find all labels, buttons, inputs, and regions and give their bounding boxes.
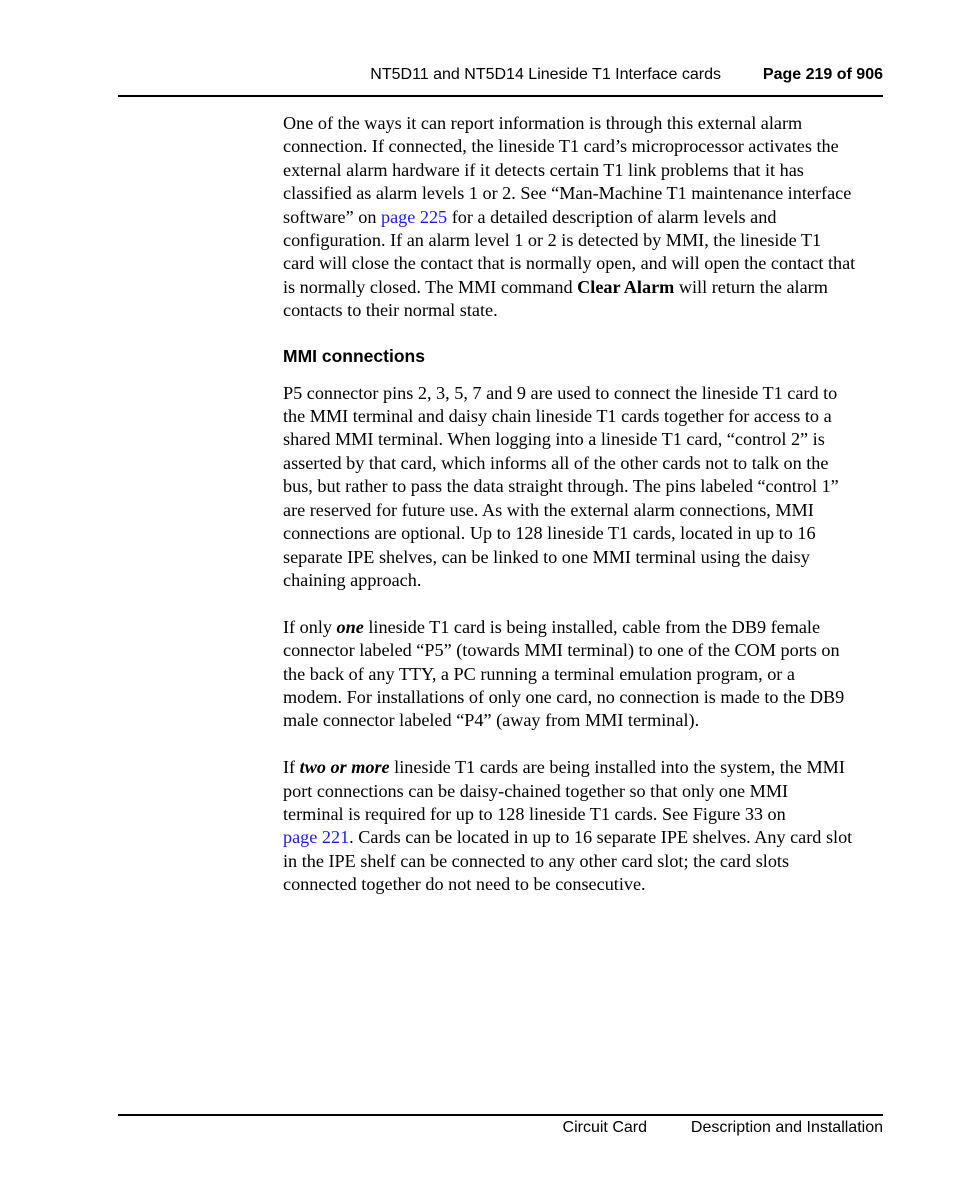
text-span: If: [283, 757, 300, 778]
text-line: asserted by that card, which informs all of the other cards not to talk on the: [283, 452, 829, 473]
text-line: modem. For installations of only one card, no connection is made to the DB9: [283, 686, 845, 707]
mmi-paragraph-pins: [283, 382, 883, 593]
text-line: connected together do not need to be consecutive.: [283, 874, 646, 895]
text-line: [283, 276, 883, 299]
text-line: [283, 826, 883, 849]
text-span: for a detailed description of alarm levels and: [447, 206, 777, 227]
text-line: port connections can be daisy-chained together so that only one MMI: [283, 780, 789, 801]
footer-left-text: Circuit Card: [562, 1119, 647, 1136]
text-line: [283, 756, 883, 779]
text-line: shared MMI terminal. When logging into a lineside T1 card, “control 2” is: [283, 429, 825, 450]
text-line: the MMI terminal and daisy chain lineside T1 cards together for access to a: [283, 406, 832, 427]
text-line: connections are optional. Up to 128 lineside T1 cards, located in up to 16: [283, 523, 816, 544]
emphasis-two-or-more: two or more: [299, 757, 390, 778]
text-line: male connector labeled “P4” (away from MMI terminal).: [283, 710, 700, 731]
emphasis-one: one: [336, 616, 364, 637]
page-footer: [118, 1116, 883, 1142]
paragraph-gap: [283, 592, 883, 615]
alarm-paragraph: [283, 112, 883, 323]
page-header: [118, 64, 883, 90]
paragraph-gap: [283, 733, 883, 756]
text-span: lineside T1 cards are being installed into the system, the MMI: [389, 757, 845, 778]
text-span: software” on: [283, 206, 381, 227]
text-line: in the IPE shelf can be connected to any other card slot; the card slots: [283, 850, 790, 871]
text-span: . Cards can be located in up to 16 separate IPE shelves. Any card slot: [349, 827, 853, 848]
text-line: terminal is required for up to 128 lineside T1 cards. See Figure 33 on: [283, 803, 786, 824]
text-span: is normally closed. The MMI command: [283, 276, 578, 297]
body-text: [283, 112, 883, 897]
text-line: [283, 616, 883, 639]
text-line: are reserved for future use. As with the external alarm connections, MMI: [283, 499, 814, 520]
footer-right-text: Description and Installation: [690, 1119, 883, 1136]
clear-alarm-command: Clear Alarm: [577, 276, 675, 297]
text-line: One of the ways it can report information is through this external alarm: [283, 113, 803, 133]
text-line: the back of any TTY, a PC running a terminal emulation program, or a: [283, 663, 795, 684]
text-span: lineside T1 card is being installed, cable from the DB9 female: [363, 616, 821, 637]
text-line: external alarm hardware if it detects certain T1 link problems that it has: [283, 159, 804, 180]
text-span: If only: [283, 616, 337, 637]
mmi-paragraph-single-card: [283, 616, 883, 733]
text-line: [283, 206, 883, 229]
text-line: chaining approach.: [283, 569, 422, 590]
text-line: bus, but rather to pass the data straight through. The pins labeled “control 1”: [283, 476, 839, 497]
text-span: will return the alarm: [674, 276, 828, 297]
text-line: connection. If connected, the lineside T1 card’s microprocessor activates the: [283, 136, 839, 157]
text-line: contacts to their normal state.: [283, 300, 498, 321]
page-225-link[interactable]: page 225: [380, 206, 448, 227]
text-line: classified as alarm levels 1 or 2. See “Man-Machine T1 maintenance interface: [283, 183, 852, 204]
document-title: NT5D11 and NT5D14 Lineside T1 Interface cards: [370, 66, 721, 83]
page-221-link[interactable]: page 221: [283, 827, 350, 848]
header-rule: [118, 95, 883, 97]
text-line: connector labeled “P5” (towards MMI terminal) to one of the COM ports on: [283, 640, 840, 661]
text-line: card will close the contact that is normally open, and will open the contact that: [283, 253, 856, 274]
text-line: separate IPE shelves, can be linked to one MMI terminal using the daisy: [283, 546, 810, 567]
page-number: Page 219 of 906: [762, 66, 883, 83]
section-heading: MMI connections: [283, 345, 425, 366]
mmi-paragraph-multi-card: [283, 756, 883, 896]
text-line: configuration. If an alarm level 1 or 2 is detected by MMI, the lineside T1: [283, 230, 822, 251]
text-line: P5 connector pins 2, 3, 5, 7 and 9 are used to connect the lineside T1 card to: [283, 382, 838, 403]
